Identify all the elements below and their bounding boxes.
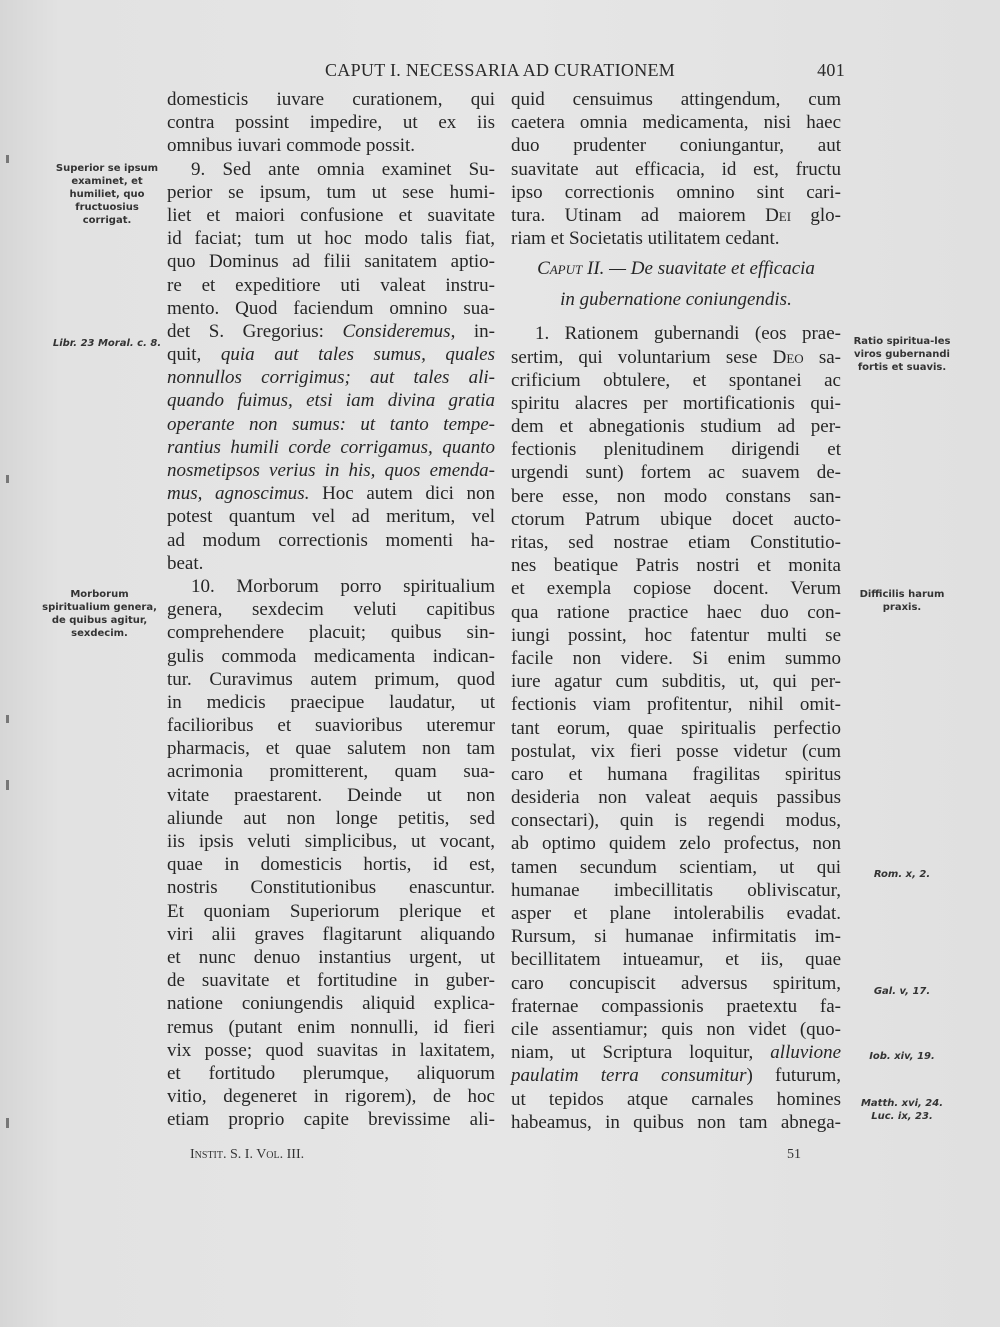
text-line: perior se ipsum, tum ut sese humi-: [167, 181, 495, 203]
text-line: vitio, degeneret in rigorem), de hoc: [167, 1086, 495, 1108]
text-line: fectionis viam profitentur, nihil omit-: [511, 694, 841, 716]
text-fragment: Deo: [772, 346, 804, 368]
text-line: aliunde aut non longe petitis, sed: [167, 807, 495, 829]
left-column: [167, 88, 495, 1131]
chapter-title: De suavitate et efficacia: [630, 258, 815, 280]
margin-note-ref-text: Libr. 23 Moral. c. 8.: [52, 338, 162, 349]
text-line: genera, sexdecim veluti capitibus: [167, 599, 495, 621]
text-line: caro et humana fragilitas spiritus: [511, 763, 841, 785]
text-line: suavitate aut efficacia, id est, fructu: [511, 158, 841, 180]
text-line: ctorum Patrum ubique docet aucto-: [511, 508, 841, 530]
text-line: quo Dominus ad filii sanitatem aptio-: [167, 251, 495, 273]
text-fragment: Dei: [765, 204, 792, 226]
text-line: iis ipsis veluti simplicibus, ut vocant,: [167, 831, 495, 852]
quote-fragment: paulatim terra consumitur: [511, 1065, 747, 1087]
text-fragment: sa-: [803, 346, 841, 368]
text-line: iungi possint, hoc fatentur multi se: [511, 624, 841, 646]
text-line: Et quoniam Superiorum plerique et: [167, 900, 495, 922]
text-line: tur. Curavimus autem primum, quod: [167, 668, 495, 690]
text-line: vitate praestarent. Deinde ut non: [167, 784, 495, 806]
text-line: caetera omnia medicamenta, nisi haec: [511, 112, 841, 134]
text-line: asper et plane intolerabilis evadat.: [511, 903, 841, 924]
text-line: omnibus iuvari commode possit.: [167, 135, 416, 157]
text-line: bere esse, non modo constans san-: [511, 485, 841, 507]
right-column: [511, 88, 841, 1134]
text-fragment: det S. Gregorius:: [167, 320, 343, 342]
scan-mark: [6, 155, 9, 163]
text-line: becillitatem intueamur, et iis, quae: [511, 949, 841, 971]
margin-note-iob: [852, 1050, 952, 1063]
text-line: etiam proprio capite brevissime ali-: [167, 1109, 495, 1131]
text-line: [511, 1064, 841, 1087]
text-line: et nunc denuo instantius urgent, ut: [167, 946, 495, 968]
text-line: ab optimo quidem zelo profectus, non: [511, 833, 841, 855]
text-fragment: ) futurum,: [746, 1065, 842, 1087]
text-line: [511, 204, 841, 227]
text-line: [511, 346, 841, 369]
text-line: tamen secundum scientiam, ut qui: [511, 856, 841, 878]
text-fragment: sertim, qui voluntarium sese: [511, 346, 773, 368]
text-line: humanae imbecillitatis obliviscatur,: [511, 879, 841, 901]
text-line: domesticis iuvare curationem, qui: [167, 89, 495, 110]
text-line: remus (putant enim nonnulli, id fieri: [167, 1016, 495, 1038]
running-title: CAPUT I. NECESSARIA AD CURATIONEM: [325, 60, 676, 80]
text-line: tant eorum, quae spiritualis perfectio: [511, 717, 841, 739]
text-line: [511, 1041, 841, 1064]
text-line: cile assentiamur; quis non videt (quo-: [511, 1018, 841, 1040]
text-line: viri alii graves flagitarunt aliquando: [167, 923, 495, 945]
scan-mark: [6, 780, 9, 790]
text-line: caro concupiscit adversus spiritum,: [511, 972, 841, 994]
text-line: liet et maiori confusione et suavitate: [167, 204, 495, 226]
text-line: crificium obtulere, et spontanei ac: [511, 369, 841, 391]
text-line: comprehendere placuit; quibus sin-: [167, 622, 495, 644]
margin-note-gal-text: Gal. v, 17.: [873, 986, 931, 997]
margin-note-rom: [852, 868, 952, 881]
text-line: acrimonia promitterent, quam sua-: [167, 761, 495, 783]
margin-note-morborum: Morborum spiritualium genera, de quibus agitur, sexdecim.: [42, 589, 157, 639]
chapter-heading-line-2: in gubernatione coniungendis.: [560, 289, 792, 311]
scan-mark: [6, 1118, 9, 1128]
text-line: in medicis praecipue laudatur, ut: [167, 691, 495, 713]
text-line: nostris Constitutionibus enascuntur.: [167, 877, 495, 899]
text-fragment: , in-: [450, 320, 495, 342]
quote-fragment: mus, agnoscimus.: [167, 483, 310, 505]
text-line: potest quantum vel ad meritum, vel: [167, 506, 495, 528]
text-line: de suavitate et fortitudine in guber-: [167, 970, 495, 992]
text-line: 9. Sed ante omnia examinet Su-: [191, 158, 495, 180]
footer-sheet-number: 51: [787, 1147, 801, 1162]
text-line: pharmacis, et quae salutem non tam: [167, 738, 495, 760]
quote-line: nosmetipsos verius in his, quos emenda-: [167, 460, 495, 481]
margin-note-difficilis: Difficilis harum praxis.: [859, 589, 945, 613]
text-line: contra possint impedire, ut ex iis: [167, 112, 495, 134]
chapter-label: Caput II.: [537, 258, 605, 280]
text-line: et exempla copiose docent. Verum: [511, 578, 841, 600]
margin-note-rom-text: Rom. x, 2.: [873, 869, 931, 880]
text-fragment: glo-: [791, 204, 841, 226]
quote-fragment: Consideremus: [342, 320, 451, 342]
text-line: id faciat; tum ut hoc modo talis fiat,: [167, 228, 495, 250]
text-fragment: niam, ut Scriptura loquitur,: [511, 1042, 771, 1064]
text-line: iure agatur cum subditis, ut, qui per-: [511, 671, 841, 693]
text-line: natione coniungendis aliquid explica-: [167, 993, 495, 1015]
text-line: ad modum correctionis momenti ha-: [167, 529, 495, 551]
text-line: fraternae compassionis praetextu fa-: [511, 995, 841, 1017]
text-line: beat.: [167, 552, 204, 574]
margin-note-gregorius-ref: [52, 337, 162, 350]
text-line: nes beatique Patris nostri et monita: [511, 555, 841, 577]
text-line: quid censuimus attingendum, cum: [511, 89, 841, 110]
text-line: ritas, sed nostrae etiam Constitutio-: [511, 532, 841, 553]
margin-note-superior: Superior se ipsum examinet, et humiliet, quo fructuosius corrigat.: [55, 163, 159, 226]
margin-note-ratio: Ratio spiritua-les viros gubernandi fortis et suavis.: [853, 336, 951, 373]
text-line: et fortitudo plerumque, aliquorum: [167, 1062, 495, 1084]
text-line: ut tepidos atque carnales homines: [511, 1088, 841, 1110]
text-line: spiritu alacres per mortificationis qui-: [511, 392, 841, 414]
text-line: desideria non valeat aequis passibus: [511, 787, 841, 809]
text-line: facilioribus et suavioribus uteremur: [167, 715, 495, 737]
quote-line: rantius humili corde corrigamus, quanto: [167, 436, 495, 458]
text-line: vix posse; quod suavitas in laxitatem,: [167, 1039, 495, 1061]
chapter-heading-line-1: [511, 250, 841, 288]
text-line: ipso correctionis omnino sint cari-: [511, 181, 841, 203]
text-line: mento. Quod faciendum omnino sua-: [167, 297, 495, 319]
text-fragment: Hoc autem dici non: [309, 483, 495, 505]
text-line: duo prudenter coniungantur, aut: [511, 135, 841, 157]
quote-line: quando fuimus, etsi iam divina gratia: [167, 390, 495, 412]
page-number: 401: [817, 60, 845, 80]
text-line: [167, 343, 495, 366]
text-line: postulat, vix fieri posse videtur (cum: [511, 740, 841, 762]
text-line: re et expeditiore uti valeat instru-: [167, 274, 495, 296]
margin-note-matth: [848, 1097, 956, 1123]
text-line: facile non videre. Si enim summo: [511, 647, 841, 669]
scan-mark: [6, 475, 9, 483]
quote-fragment: alluvione: [770, 1042, 841, 1064]
footer-signature: Instit. S. I. Vol. III.: [190, 1147, 305, 1162]
text-line: qua ratione practice haec duo con-: [511, 601, 841, 623]
quote-fragment: quia aut tales sumus, quales: [220, 344, 495, 366]
text-line: Rursum, si humanae infirmitatis im-: [511, 926, 841, 948]
text-fragment: tura. Utinam ad maiorem: [511, 204, 766, 226]
text-line: 10. Morborum porro spiritualium: [191, 575, 495, 597]
text-line: urgendi sunt) fortem ac suavem de-: [511, 462, 841, 484]
text-line: dem et abnegationis studium ad per-: [511, 416, 841, 438]
quote-line: nonnullos corrigimus; aut tales ali-: [167, 367, 495, 389]
text-fragment: quit,: [167, 344, 221, 366]
text-line: consectari), quin is regendi modus,: [511, 810, 841, 832]
margin-note-matth-text: Matth. xvi, 24. Luc. ix, 23.: [860, 1098, 944, 1122]
chapter-dash: —: [604, 258, 631, 280]
text-line: riam et Societatis utilitatem cedant.: [511, 228, 780, 250]
text-line: gulis commoda medicamenta indican-: [167, 645, 495, 667]
quote-line: operante non sumus: ut tanto tempe-: [167, 413, 495, 435]
scan-mark: [6, 715, 9, 723]
text-line: fectionis plenitudinem dirigendi et: [511, 439, 841, 461]
text-line: 1. Rationem gubernandi (eos prae-: [535, 323, 841, 345]
margin-note-iob-text: Iob. xiv, 19.: [869, 1051, 935, 1062]
text-line: [167, 482, 495, 505]
margin-note-gal: [852, 985, 952, 998]
text-line: [167, 320, 495, 343]
text-line: habeamus, in quibus non tam abnega-: [511, 1111, 841, 1133]
text-line: quae in domesticis hortis, id est,: [167, 854, 495, 876]
